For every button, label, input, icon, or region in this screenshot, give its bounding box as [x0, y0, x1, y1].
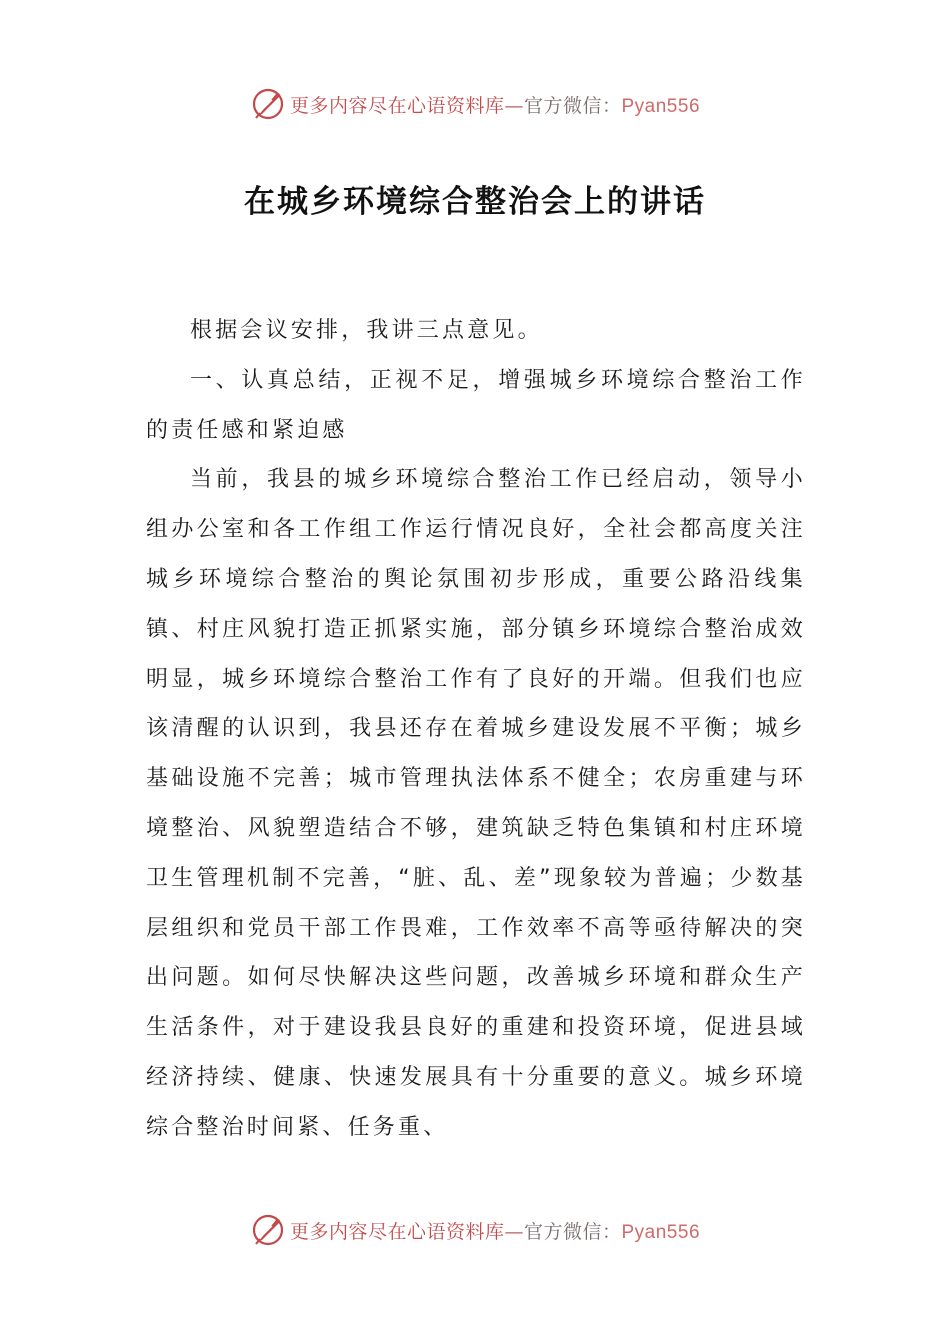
quill-pen-logo-icon	[250, 1212, 286, 1248]
header-dash: —	[504, 94, 524, 117]
footer-banner	[0, 1210, 950, 1250]
paragraph-main: 当前，我县的城乡环境综合整治工作已经启动，领导小组办公室和各工作组工作运行情况良好，全社会都高度关注城乡环境综合整治的舆论氛围初步形成，重要公路沿线集镇、村庄风貌打造正抓紧实施，部分镇乡环境综合整治成效明显，城乡环境综合整治工作有了良好的开端。但我们也应该清醒的认识到，我县还存在着城乡建设发展不平衡；城乡基础设施不完善；城市管理执法体系不健全；农房重建与环境整治、风貌塑造结合不够，建筑缺乏特色集镇和村庄环境卫生管理机制不完善，“脏、乱、差”现象较为普遍；少数基层组织和党员干部工作畏难，工作效率不高等亟待解决的突出问题。如何尽快解决这些问题，改善城乡环境和群众生产生活条件，对于建设我县良好的重建和投资环境，促进县域经济持续、健康、快速发展具有十分重要的意义。城乡环境综合整治时间紧、任务重、	[146, 467, 806, 1140]
header-banner	[0, 84, 950, 124]
footer-dash: —	[504, 1220, 524, 1243]
document-body	[146, 306, 806, 1153]
header-wechat-id: Pyan556	[621, 95, 701, 117]
header-site-text: 更多内容尽在心语资料库	[289, 94, 505, 117]
footer-banner-text	[290, 1217, 700, 1244]
document-title: 在城乡环境综合整治会上的讲话	[244, 184, 706, 220]
footer-site-text: 更多内容尽在心语资料库	[289, 1220, 505, 1243]
footer-wechat-label: 官方微信：	[523, 1220, 622, 1243]
footer-wechat-id: Pyan556	[621, 1221, 701, 1243]
paragraph-intro: 根据会议安排，我讲三点意见。	[190, 318, 543, 343]
paragraph-section-heading: 一、认真总结，正视不足，增强城乡环境综合整治工作的责任感和紧迫感	[146, 367, 806, 443]
quill-pen-logo-icon	[250, 86, 286, 122]
header-banner-text	[290, 91, 700, 118]
header-wechat-label: 官方微信：	[523, 94, 622, 117]
